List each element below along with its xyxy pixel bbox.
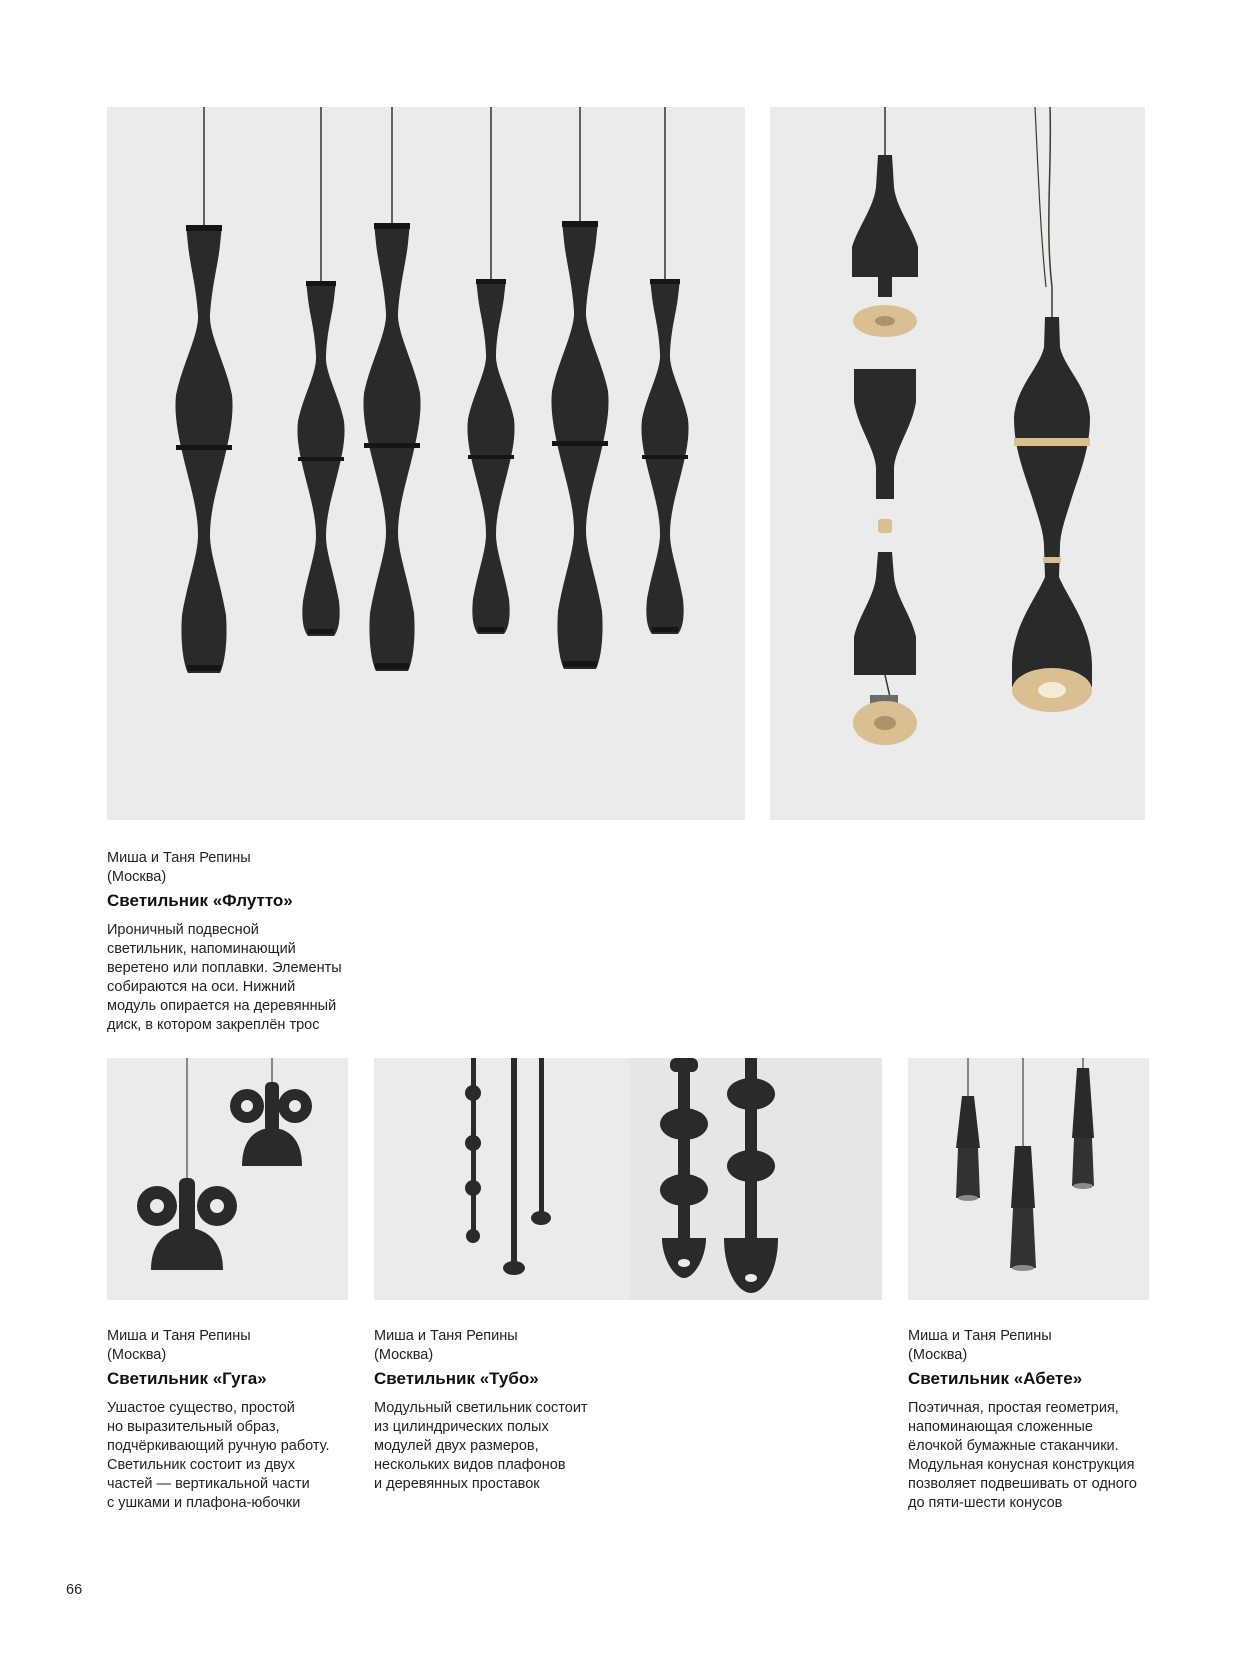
abete-designer: Миша и Таня Репины: [908, 1328, 1052, 1344]
flutto-title: Светильник «Флутто»: [107, 891, 293, 910]
flutto-photo-main: [107, 107, 745, 820]
abete-description: Поэтичная, простая геометрия, напоминающая сложенные ёлочкой бумажные стаканчики. Модульная конусная конструкция позволяет подвешивать от одного до пяти-шести конусов: [908, 1400, 1137, 1511]
flutto-lamps-illustration: [107, 107, 745, 820]
abete-photo: [908, 1058, 1149, 1300]
tubo-title: Светильник «Тубо»: [374, 1369, 539, 1388]
tubo-photo: [374, 1058, 882, 1300]
guga-city: (Москва): [107, 1347, 167, 1363]
guga-designer: Миша и Таня Репины: [107, 1328, 251, 1344]
flutto-city: (Москва): [107, 869, 167, 885]
flutto-photo-exploded: [770, 107, 1145, 820]
flutto-designer: Миша и Таня Репины: [107, 850, 251, 866]
abete-city: (Москва): [908, 1347, 968, 1363]
abete-lamps-illustration: [908, 1058, 1149, 1300]
tubo-designer: Миша и Таня Репины: [374, 1328, 518, 1344]
tubo-caption: [374, 1327, 634, 1494]
guga-description: Ушастое существо, простой но выразительный образ, подчёркивающий ручную работу. Светильник состоит из двух частей — вертикальной части с ушками и плафона-юбочки: [107, 1400, 330, 1511]
guga-photo: [107, 1058, 348, 1300]
abete-caption: [908, 1327, 1168, 1513]
page-number: 66: [66, 1582, 83, 1598]
tubo-description: Модульный светильник состоит из цилиндрических полых модулей двух размеров, нескольких видов плафонов и деревянных проставок: [374, 1400, 588, 1492]
guga-caption: [107, 1327, 357, 1513]
flutto-caption: [107, 849, 407, 1035]
flutto-description: Ироничный подвесной светильник, напоминающий веретено или поплавки. Элементы собираются на оси. Нижний модуль опирается на деревянный диск, в котором закреплён трос: [107, 922, 342, 1033]
abete-title: Светильник «Абете»: [908, 1369, 1083, 1388]
tubo-city: (Москва): [374, 1347, 434, 1363]
tubo-lamps-illustration: [374, 1058, 882, 1300]
guga-lamps-illustration: [107, 1058, 348, 1300]
flutto-exploded-illustration: [770, 107, 1145, 820]
guga-title: Светильник «Гуга»: [107, 1369, 267, 1388]
